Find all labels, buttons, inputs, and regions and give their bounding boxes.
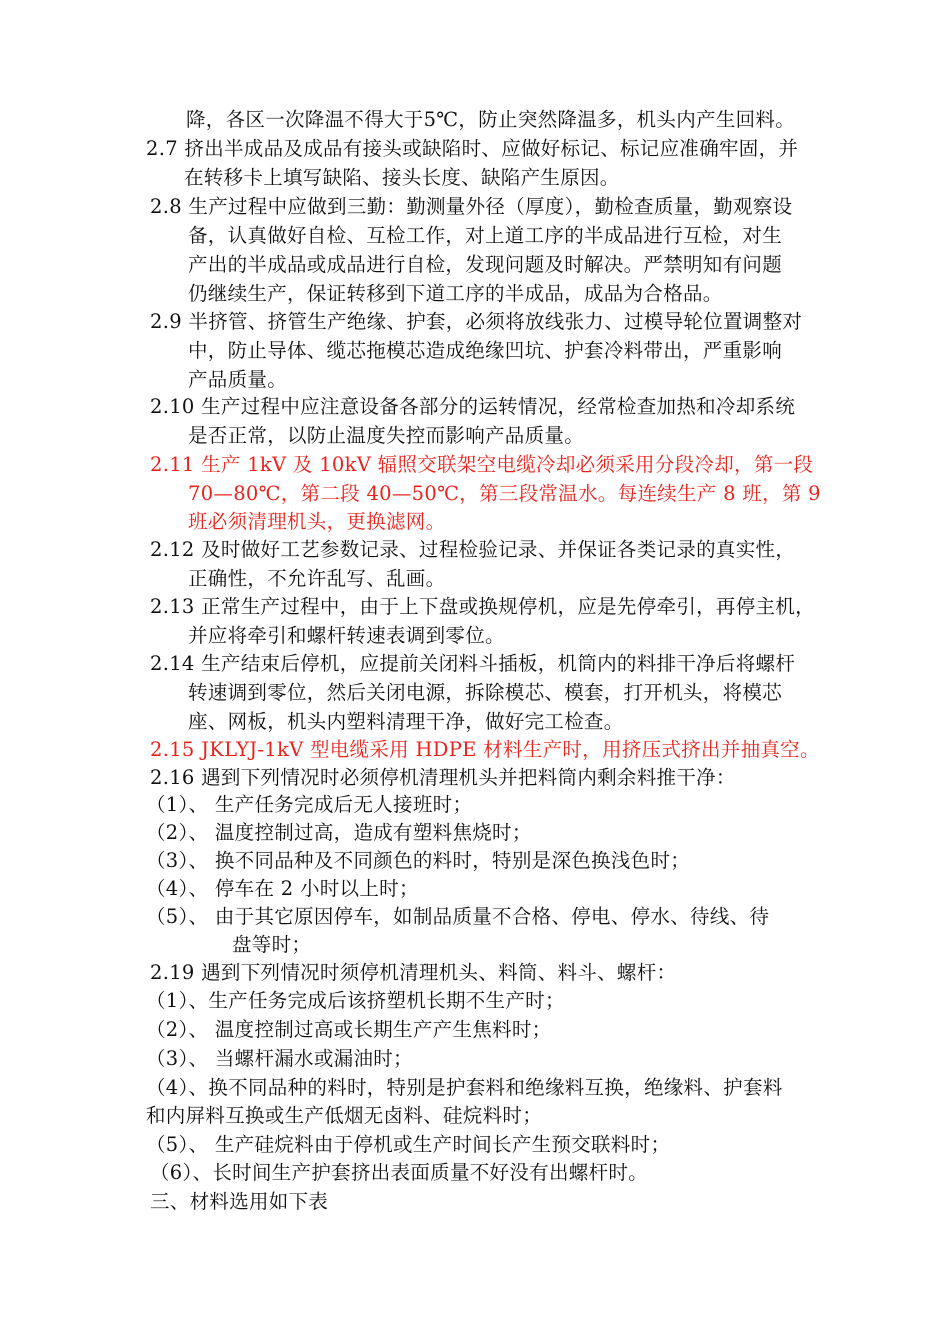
text-line-highlight: 班必须清理机头，更换滤网。	[188, 510, 446, 533]
text-line: 2.19 遇到下列情况时须停机清理机头、料筒、料斗、螺杆：	[150, 961, 677, 984]
list-item-continuation: 和内屏料互换或生产低烟无卤料、硅烷料时；	[146, 1104, 543, 1127]
text-line: 2.10 生产过程中应注意设备各部分的运转情况，经常检查加热和冷却系统	[150, 395, 796, 418]
text-line: 中，防止导体、缆芯拖模芯造成绝缘凹坑、护套冷料带出，严重影响	[188, 339, 783, 362]
text-line: 备，认真做好自检、互检工作，对上道工序的半成品进行互检，对生	[188, 224, 783, 247]
text-line: 2.7 挤出半成品及成品有接头或缺陷时、应做好标记、标记应准确牢固，并	[146, 137, 799, 160]
text-line: 2.16 遇到下列情况时必须停机清理机头并把料筒内剩余料推干净：	[150, 766, 736, 789]
list-item: （3）、 换不同品种及不同颜色的料时，特别是深色换浅色时；	[146, 849, 691, 872]
text-line: 2.8 生产过程中应做到三勤：勤测量外径（厚度），勤检查质量，勤观察设	[150, 195, 793, 218]
list-item: （4）、换不同品种的料时，特别是护套料和绝缘料互换，绝缘料、护套料	[146, 1076, 783, 1099]
text-line-highlight: 70—80℃，第二段 40—50℃，第三段常温水。每连续生产 8 班，第 9	[188, 482, 821, 505]
text-line: 2.14 生产结束后停机，应提前关闭料斗插板，机筒内的料排干净后将螺杆	[150, 652, 796, 675]
section-heading: 三、材料选用如下表	[150, 1190, 329, 1213]
text-line: 正确性，不允许乱写、乱画。	[188, 567, 446, 590]
text-line: 座、网板，机头内塑料清理干净，做好完工检查。	[188, 710, 624, 733]
list-item: （1）、 生产任务完成后无人接班时；	[146, 793, 473, 816]
text-line: 并应将牵引和螺杆转速表调到零位。	[188, 624, 505, 647]
text-line: 转速调到零位，然后关闭电源，拆除模芯、模套，打开机头，将模芯	[188, 681, 783, 704]
text-line: 仍继续生产，保证转移到下道工序的半成品，成品为合格品。	[188, 282, 723, 305]
list-item: （1）、生产任务完成后该挤塑机长期不生产时；	[146, 989, 565, 1012]
text-line: 降，各区一次降温不得大于5℃，防止突然降温多，机头内产生回料。	[186, 108, 796, 131]
text-line-highlight: 2.15 JKLYJ-1kV 型电缆采用 HDPE 材料生产时，用挤压式挤出并抽真空。	[150, 738, 820, 761]
list-item: （5）、 生产硅烷料由于停机或生产时间长产生预交联料时；	[146, 1133, 671, 1156]
list-item: （2）、 温度控制过高，造成有塑料焦烧时；	[146, 821, 532, 844]
text-line: 产品质量。	[188, 368, 288, 391]
list-item: （4）、 停车在 2 小时以上时；	[146, 877, 419, 900]
text-line: 是否正常，以防止温度失控而影响产品质量。	[188, 424, 585, 447]
list-item: （5）、 由于其它原因停车，如制品质量不合格、停电、停水、待线、待	[146, 905, 770, 928]
text-line: 2.13 正常生产过程中，由于上下盘或换规停机，应是先停牵引，再停主机，	[150, 595, 815, 618]
text-line: 在转移卡上填写缺陷、接头长度、缺陷产生原因。	[184, 166, 620, 189]
text-line-highlight: 2.11 生产 1kV 及 10kV 辐照交联架空电缆冷却必须采用分段冷却，第一段	[150, 453, 814, 476]
list-item-continuation: 盘等时；	[232, 933, 312, 956]
list-item: （6）、长时间生产护套挤出表面质量不好没有出螺杆时。	[150, 1161, 648, 1184]
text-line: 2.12 及时做好工艺参数记录、过程检验记录、并保证各类记录的真实性，	[150, 538, 796, 561]
text-line: 产出的半成品或成品进行自检，发现问题及时解决。严禁明知有问题	[188, 253, 783, 276]
text-line: 2.9 半挤管、挤管生产绝缘、护套，必须将放线张力、过模导轮位置调整对	[150, 310, 803, 333]
list-item: （3）、 当螺杆漏水或漏油时；	[146, 1047, 413, 1070]
list-item: （2）、 温度控制过高或长期生产产生焦料时；	[146, 1018, 552, 1041]
